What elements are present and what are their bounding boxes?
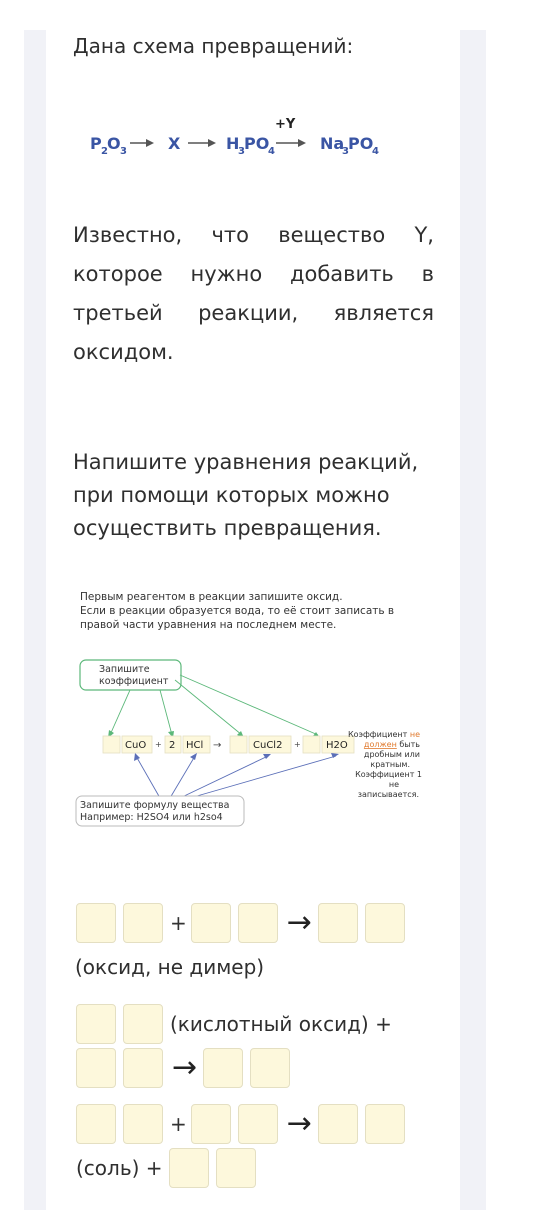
eq2-coef-2[interactable] xyxy=(76,1048,116,1088)
svg-text:P: P xyxy=(90,134,102,153)
formula-na3po4 xyxy=(320,134,379,157)
eq1-label: (оксид, не димер) xyxy=(75,955,265,979)
question-title: Дана схема превращений: xyxy=(73,34,354,58)
reaction-arrow: → xyxy=(286,905,312,940)
example-cell-8: + xyxy=(294,740,301,749)
hint-text: Первым реагентом в реакции запишите оксид. Если в реакции образуется вода, то её стоит записать в правой части уравнения на последнем месте. xyxy=(80,591,395,631)
task-instruction: Напишите уравнения реакций, при помощи которых можно осуществить превращения. xyxy=(73,450,419,540)
svg-text:должен быть: должен быть xyxy=(363,740,420,749)
eq3-coef-3[interactable] xyxy=(318,1104,358,1144)
equation-2-line-1 xyxy=(76,1004,392,1044)
svg-text:дробным или: дробным или xyxy=(363,750,420,759)
svg-text:не: не xyxy=(388,780,399,789)
coefficient-note xyxy=(348,730,422,799)
formula-p2o3 xyxy=(90,134,127,157)
eq1-formula-1[interactable] xyxy=(123,903,163,943)
eq3-label: (соль) + xyxy=(76,1156,163,1180)
svg-text:кратным.: кратным. xyxy=(370,760,410,769)
reaction-arrow: → xyxy=(286,1106,312,1141)
eq3-coef-1[interactable] xyxy=(76,1104,116,1144)
formula-label-2: Например: H2SO4 или h2so4 xyxy=(80,812,223,823)
eq2-formula-1[interactable] xyxy=(123,1004,163,1044)
formula-arrows xyxy=(136,756,336,798)
svg-text:3: 3 xyxy=(120,146,127,157)
plus-sign: + xyxy=(170,911,187,935)
coef-label-2: коэффициент xyxy=(99,676,169,687)
svg-text:Коэффициент не: Коэффициент не xyxy=(348,730,420,739)
example-cell-5: → xyxy=(213,740,222,751)
eq2-coef-1[interactable] xyxy=(76,1004,116,1044)
equation-1 xyxy=(76,903,412,943)
eq2-formula-2[interactable] xyxy=(123,1048,163,1088)
eq3-formula-3[interactable] xyxy=(365,1104,405,1144)
eq1-formula-2[interactable] xyxy=(238,903,278,943)
eq3-coef-4[interactable] xyxy=(169,1148,209,1188)
svg-text:4: 4 xyxy=(268,146,275,157)
reagent-y-label: +Y xyxy=(275,117,296,132)
svg-text:Na: Na xyxy=(320,134,345,153)
example-equation xyxy=(103,736,354,753)
equation-3 xyxy=(76,1104,412,1144)
formula-h3po4 xyxy=(226,134,275,157)
eq3-coef-2[interactable] xyxy=(191,1104,231,1144)
eq2-label: (кислотный оксид) + xyxy=(170,1012,392,1036)
equation-2-line-2 xyxy=(76,1048,297,1088)
eq1-formula-3[interactable] xyxy=(365,903,405,943)
eq3-formula-4[interactable] xyxy=(216,1148,256,1188)
condition-text: Известно, что вещество Y, которое нужно добавить в третьей реакции, является оксидом. xyxy=(73,223,434,364)
arrow-2 xyxy=(188,139,216,147)
arrow-1 xyxy=(130,139,154,147)
svg-text:Коэффициент 1: Коэффициент 1 xyxy=(355,770,422,779)
example-cell-4: HCl xyxy=(186,740,204,751)
eq3-formula-2[interactable] xyxy=(238,1104,278,1144)
formula-label-1: Запишите формулу вещества xyxy=(80,800,230,811)
example-cell-10: H2O xyxy=(326,740,348,751)
eq2-formula-3[interactable] xyxy=(250,1048,290,1088)
svg-text:3: 3 xyxy=(238,146,245,157)
example-cell-1: CuO xyxy=(125,740,147,751)
example-cell-7: CuCl2 xyxy=(253,740,283,751)
formula-x: X xyxy=(168,134,181,153)
svg-text:3: 3 xyxy=(342,146,349,157)
plus-sign: + xyxy=(170,1112,187,1136)
eq3-formula-1[interactable] xyxy=(123,1104,163,1144)
right-gutter xyxy=(460,30,486,1210)
coef-label-1: Запишите xyxy=(99,664,150,675)
svg-text:2: 2 xyxy=(101,146,108,157)
svg-text:записывается.: записывается. xyxy=(357,790,419,799)
eq1-coef-1[interactable] xyxy=(76,903,116,943)
transformation-scheme xyxy=(90,116,410,164)
svg-text:O: O xyxy=(107,134,121,153)
eq1-coef-3[interactable] xyxy=(318,903,358,943)
svg-text:4: 4 xyxy=(372,146,379,157)
arrow-3 xyxy=(276,139,306,147)
svg-text:H: H xyxy=(226,134,240,153)
eq2-coef-3[interactable] xyxy=(203,1048,243,1088)
equation-3-line-2 xyxy=(76,1148,263,1188)
left-gutter xyxy=(24,30,46,1210)
hint-illustration xyxy=(70,580,450,840)
reaction-arrow: → xyxy=(172,1050,198,1085)
svg-text:PO: PO xyxy=(244,134,270,153)
svg-text:PO: PO xyxy=(348,134,374,153)
example-cell-3: 2 xyxy=(169,740,176,751)
eq1-coef-2[interactable] xyxy=(191,903,231,943)
example-cell-2: + xyxy=(155,740,162,749)
